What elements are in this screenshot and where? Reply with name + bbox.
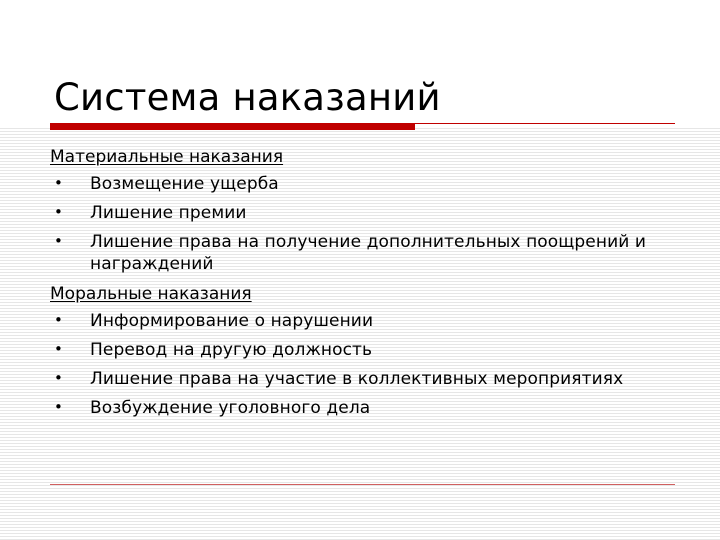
list-item-text: Лишение премии xyxy=(90,203,247,223)
list-item xyxy=(50,368,650,390)
list-item xyxy=(50,339,650,361)
bottom-divider xyxy=(50,484,675,485)
list-item xyxy=(50,397,650,419)
list-item xyxy=(50,202,650,224)
bullet-icon: • xyxy=(54,203,63,221)
list-item-text: Перевод на другую должность xyxy=(90,340,373,360)
bullet-icon: • xyxy=(54,398,63,416)
slide-title: Система наказаний xyxy=(54,76,441,119)
list-item xyxy=(50,231,650,275)
list-item-text: Лишение права на участие в коллективных мероприятиях xyxy=(90,369,624,389)
list-item xyxy=(50,310,650,332)
list-item-text: Возмещение ущерба xyxy=(90,174,279,194)
moral-list xyxy=(50,310,650,419)
list-item-text: Возбуждение уголовного дела xyxy=(90,398,371,418)
section-heading-moral: Моральные наказания xyxy=(50,284,252,304)
material-list xyxy=(50,173,650,275)
slide-content xyxy=(50,145,650,426)
list-item-text: Лишение права на получение дополнительных поощрений и награждений xyxy=(90,232,647,274)
title-underline-red xyxy=(50,123,415,130)
title-underline-thin xyxy=(415,123,675,124)
list-item-text: Информирование о нарушении xyxy=(90,311,374,331)
section-heading-material: Материальные наказания xyxy=(50,147,284,167)
bullet-icon: • xyxy=(54,232,63,250)
bullet-icon: • xyxy=(54,174,63,192)
bullet-icon: • xyxy=(54,311,63,329)
bullet-icon: • xyxy=(54,369,63,387)
list-item xyxy=(50,173,650,195)
bullet-icon: • xyxy=(54,340,63,358)
